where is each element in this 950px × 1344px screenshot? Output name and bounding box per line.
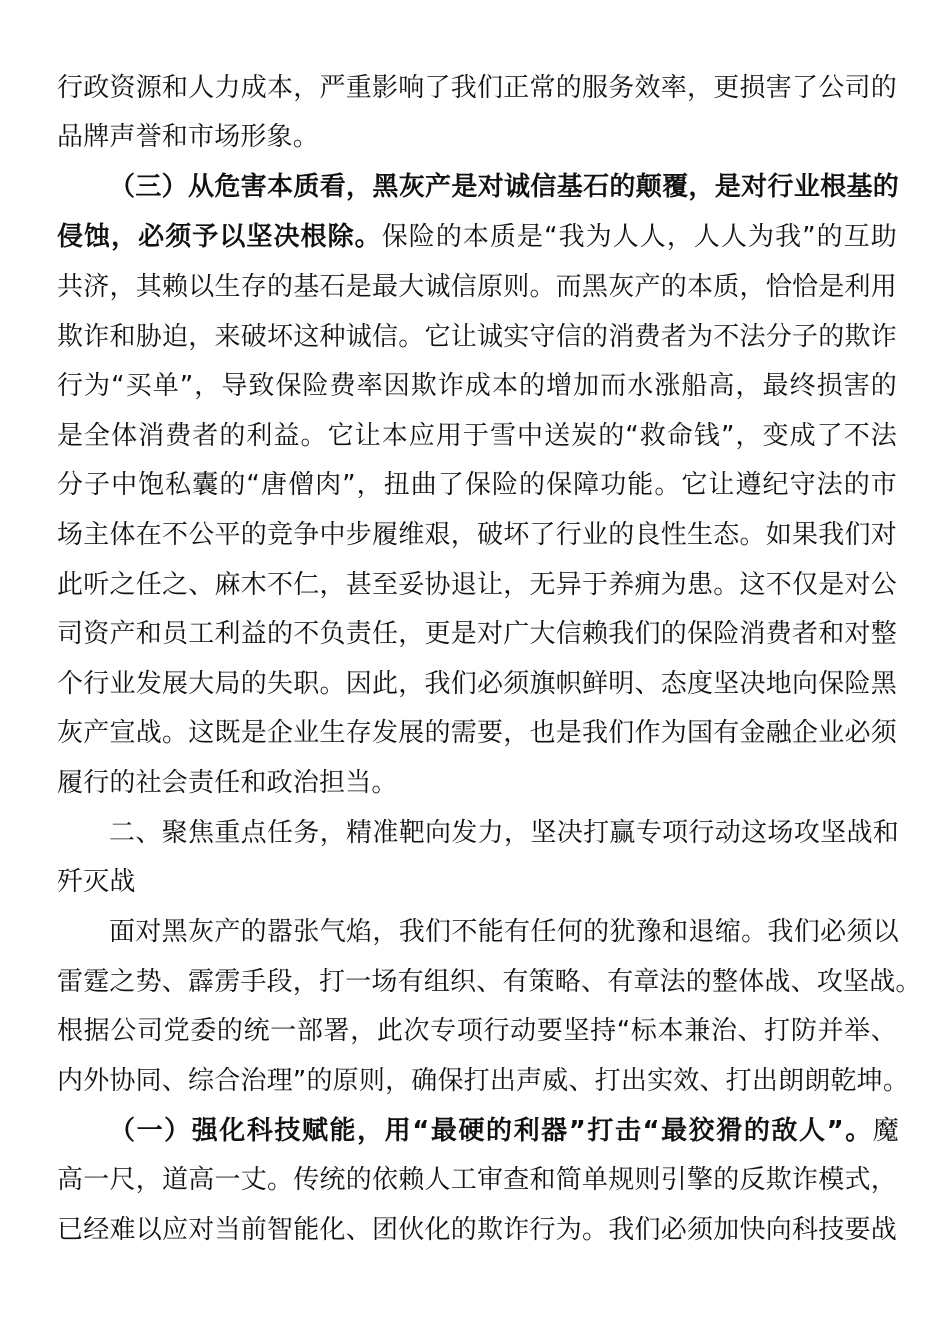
body-line: 根据公司党委的统一部署，此次专项行动要坚持“标本兼治、打防并举、	[57, 1016, 897, 1046]
body-line: 品牌声誉和市场形象。	[57, 122, 320, 152]
body-line: 雷霆之势、霹雳手段，打一场有组织、有策略、有章法的整体战、攻坚战。	[57, 967, 922, 997]
body-line: 个行业发展大局的失职。因此，我们必须旗帜鲜明、态度坚决地向保险黑	[57, 669, 897, 699]
body-line: 灰产宣战。这既是企业生存发展的需要，也是我们作为国有金融企业必须	[57, 718, 897, 748]
body-line: 面对黑灰产的嚣张气焰，我们不能有任何的犹豫和退缩。我们必须以	[109, 917, 899, 947]
section-heading-2-continued: 歼灭战	[57, 867, 136, 897]
body-line: 是全体消费者的利益。它让本应用于雪中送炭的“救命钱”，变成了不法	[57, 421, 897, 451]
body-line	[109, 1111, 899, 1151]
body-line: 场主体在不公平的竞争中步履维艰，破坏了行业的良性生态。如果我们对	[57, 520, 897, 550]
body-line: 司资产和员工利益的不负责任，更是对广大信赖我们的保险消费者和对整	[57, 619, 897, 649]
section-heading-2: 二、聚焦重点任务，精准靶向发力，坚决打赢专项行动这场攻坚战和	[109, 818, 899, 848]
section-heading-3: （三）从危害本质看，黑灰产是对诚信基石的颠覆，是对行业根基的	[109, 172, 899, 202]
body-text: 魔	[872, 1116, 899, 1146]
subsection-heading-1: （一）强化科技赋能，用“最硬的利器”打击“最狡猾的敌人”。	[109, 1116, 873, 1146]
body-text: 保险的本质是“我为人人，人人为我”的互助	[381, 222, 897, 252]
body-line: 分子中饱私囊的“唐僧肉”，扭曲了保险的保障功能。它让遵纪守法的市	[57, 470, 897, 500]
section-heading-3-continued: 侵蚀，必须予以坚决根除。	[57, 222, 382, 252]
body-line: 欺诈和胁迫，来破坏这种诚信。它让诚实守信的消费者为不法分子的欺诈	[57, 322, 897, 352]
body-line: 已经难以应对当前智能化、团伙化的欺诈行为。我们必须加快向科技要战	[57, 1215, 897, 1245]
body-line: 履行的社会责任和政治担当。	[57, 768, 398, 798]
body-line: 内外协同、综合治理”的原则，确保打出声威、打出实效、打出朗朗乾坤。	[57, 1066, 910, 1096]
body-line: 此听之任之、麻木不仁，甚至妥协退让，无异于养痈为患。这不仅是对公	[57, 570, 897, 600]
body-line	[57, 217, 897, 257]
body-line: 行政资源和人力成本，严重影响了我们正常的服务效率，更损害了公司的	[57, 73, 897, 103]
body-line: 行为“买单”，导致保险费率因欺诈成本的增加而水涨船高，最终损害的	[57, 371, 897, 401]
body-line: 高一尺，道高一丈。传统的依赖人工审查和简单规则引擎的反欺诈模式，	[57, 1165, 897, 1195]
body-line: 共济，其赖以生存的基石是最大诚信原则。而黑灰产的本质，恰恰是利用	[57, 272, 897, 302]
